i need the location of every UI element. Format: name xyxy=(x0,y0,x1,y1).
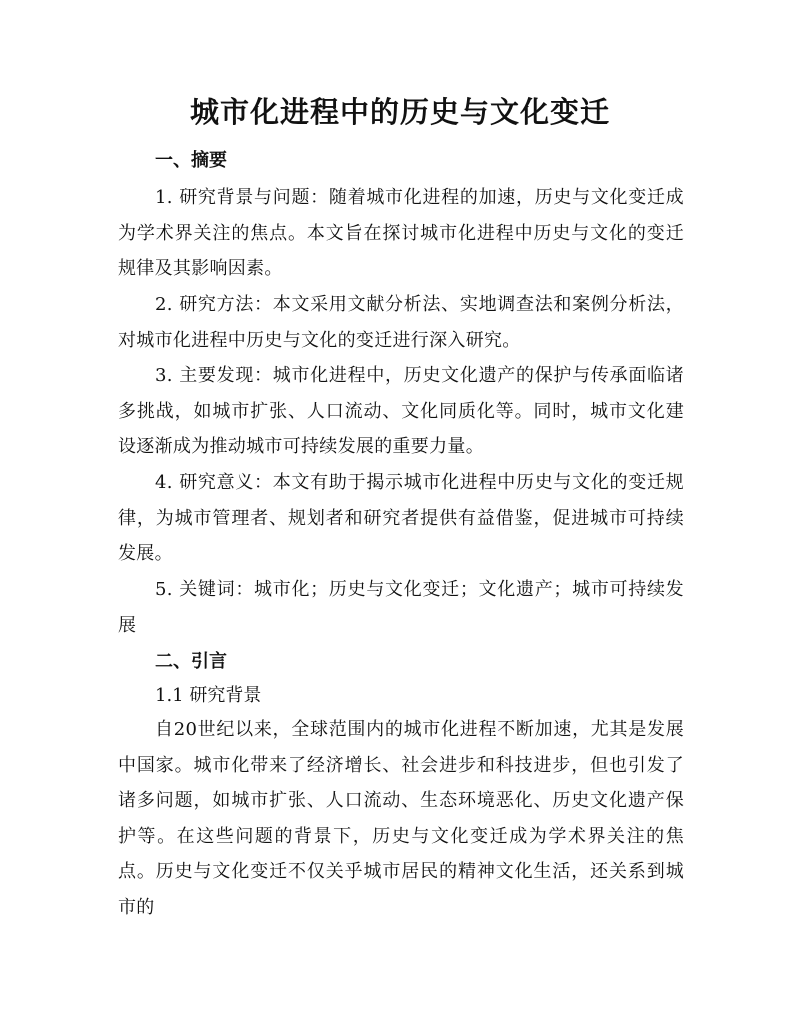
subsection-heading-background: 1.1 研究背景 xyxy=(155,685,262,706)
document-title: 城市化进程中的历史与文化变迁 xyxy=(189,95,610,129)
abstract-item-3: 3. 主要发现：城市化进程中，历史文化遗产的保护与传承面临诸多挑战，如城市扩张、人口流动、文化同质化等。同时，城市文化建设逐渐成为推动城市可持续发展的重要力量。 xyxy=(118,365,684,457)
abstract-item-4: 4. 研究意义：本文有助于揭示城市化进程中历史与文化的变迁规律，为城市管理者、规划者和研究者提供有益借鉴，促进城市可持续发展。 xyxy=(118,472,684,564)
abstract-item-1: 1. 研究背景与问题：随着城市化进程的加速，历史与文化变迁成为学术界关注的焦点。本文旨在探讨城市化进程中历史与文化的变迁规律及其影响因素。 xyxy=(118,187,684,279)
abstract-item-5: 5. 关键词：城市化；历史与文化变迁；文化遗产；城市可持续发展 xyxy=(118,579,684,636)
abstract-item-2: 2. 研究方法：本文采用文献分析法、实地调查法和案例分析法，对城市化进程中历史与文化的变迁进行深入研究。 xyxy=(118,294,684,351)
section-heading-abstract: 一、摘要 xyxy=(155,150,227,171)
section-heading-introduction: 二、引言 xyxy=(155,651,227,672)
background-paragraph: 自20世纪以来，全球范围内的城市化进程不断加速，尤其是发展中国家。城市化带来了经济增长、社会进步和科技进步，但也引发了诸多问题，如城市扩张、人口流动、生态环境恶化、历史文化遗产保护等。在这些问题的背景下，历史与文化变迁成为学术界关注的焦点。历史与文化变迁不仅关乎城市居民的精神文化生活，还关系到城市的 xyxy=(118,719,684,918)
